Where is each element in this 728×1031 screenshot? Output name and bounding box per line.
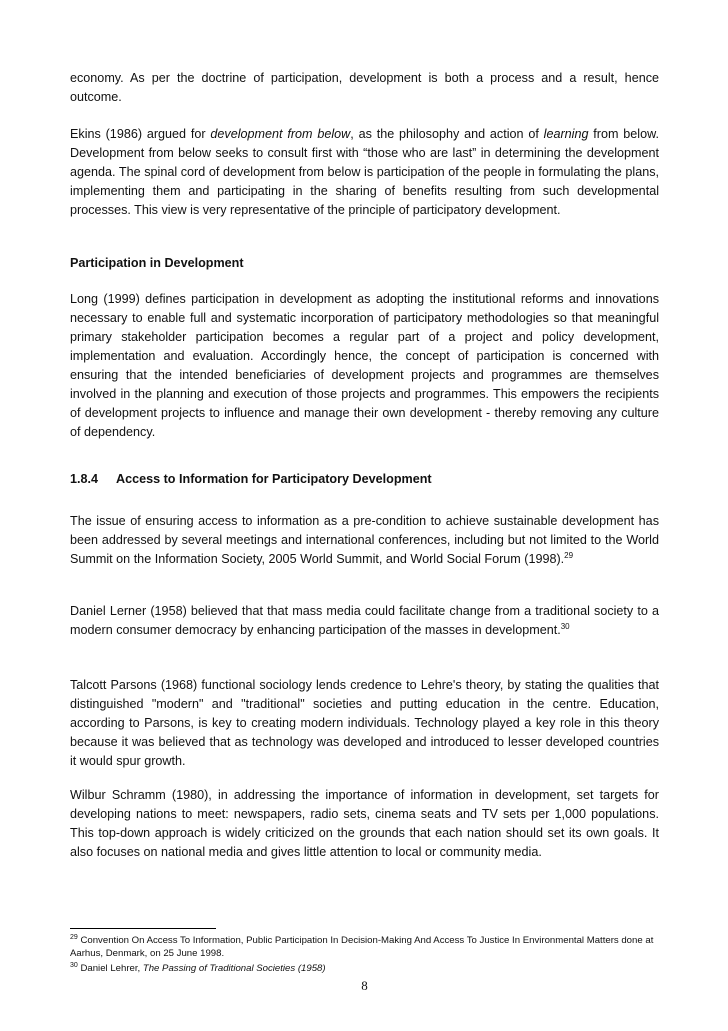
text-run: The issue of ensuring access to information as a pre-condition to achieve sustainable development has been addressed by several meetings and international conferences, including but not limited to the World Summit on the Information Society, 2005 World Summit, and World Social Forum (1998). xyxy=(70,514,659,566)
footnote-ref-29[interactable]: 29 xyxy=(564,550,574,560)
text-run: from below. Development from below seeks to consult first with “those who are last” in determining the development agenda. The spinal cord of development from below is participation of the people in formulating the plans, implementing them and participating in the sharing of benefits resulting from such developmental processes. This view is very representative of the principle of participatory development. xyxy=(70,127,660,217)
paragraph-parsons: Talcott Parsons (1968) functional sociology lends credence to Lehre's theory, by stating the qualities that distinguished "modern" and "traditional" societies and putting education in the centre. Education, according to Parsons, is key to creating modern individuals. Technology played a key role in this theory because it was believed that as technology was developed and introduced to lesser developed countries it would spur growth. xyxy=(70,678,659,768)
heading-participation-in-development: Participation in Development xyxy=(70,256,244,270)
paragraph-lerner xyxy=(70,602,659,640)
footnote-text: Daniel Lehrer, xyxy=(77,963,143,974)
text-run: , as the philosophy and action of xyxy=(350,127,544,141)
paragraph-ekins xyxy=(70,125,659,220)
text-run: Ekins (1986) argued for xyxy=(70,127,211,141)
paragraph-long: Long (1999) defines participation in development as adopting the institutional reforms and innovations necessary to enable full and systematic incorporation of participatory methodologies so that meaningful primary stakeholder participation becomes a regular part of a project and policy development, implementation and evaluation. Accordingly hence, the concept of participation is concerned with ensuring that the intended beneficiaries of development projects and programmes are themselves involved in the planning and execution of those projects and programmes. This empowers the recipients of development projects to influence and manage their own development - thereby removing any culture of dependency. xyxy=(70,292,659,439)
paragraph-access-info xyxy=(70,512,659,569)
footnote-30 xyxy=(70,962,659,975)
paragraph-1: economy. As per the doctrine of participation, development is both a process and a result, hence outcome. xyxy=(70,71,659,104)
footnote-number: 30 xyxy=(70,961,78,969)
footnote-text: Convention On Access To Information, Public Participation In Decision-Making And Access To Justice In Environmental Matters done at Aarhus, Denmark, on 25 June 1998. xyxy=(70,935,654,959)
text-run: Daniel Lerner (1958) believed that that mass media could facilitate change from a traditional society to a modern consumer democracy by enhancing participation of the masses in development. xyxy=(70,604,659,637)
section-heading-1-8-4 xyxy=(70,470,659,489)
footnote-number: 29 xyxy=(70,933,78,941)
footnote-29 xyxy=(70,934,659,960)
section-number: 1.8.4 xyxy=(70,472,99,486)
page-number: 8 xyxy=(361,978,368,993)
footnote-separator xyxy=(70,928,216,929)
emphasis-learning: learning xyxy=(543,127,589,141)
footnote-title: The Passing of Traditional Societies (1958) xyxy=(142,963,326,974)
paragraph-schramm: Wilbur Schramm (1980), in addressing the importance of information in development, set targets for developing nations to meet: newspapers, radio sets, cinema seats and TV sets per 1,000 populations. This top-down approach is widely criticized on the grounds that each nation should set its own goals. It also focuses on national media and gives little attention to local or community media. xyxy=(70,788,659,859)
emphasis-development-from-below: development from below xyxy=(210,127,351,141)
section-title: Access to Information for Participatory Development xyxy=(116,472,432,486)
footnote-ref-30[interactable]: 30 xyxy=(560,621,570,631)
